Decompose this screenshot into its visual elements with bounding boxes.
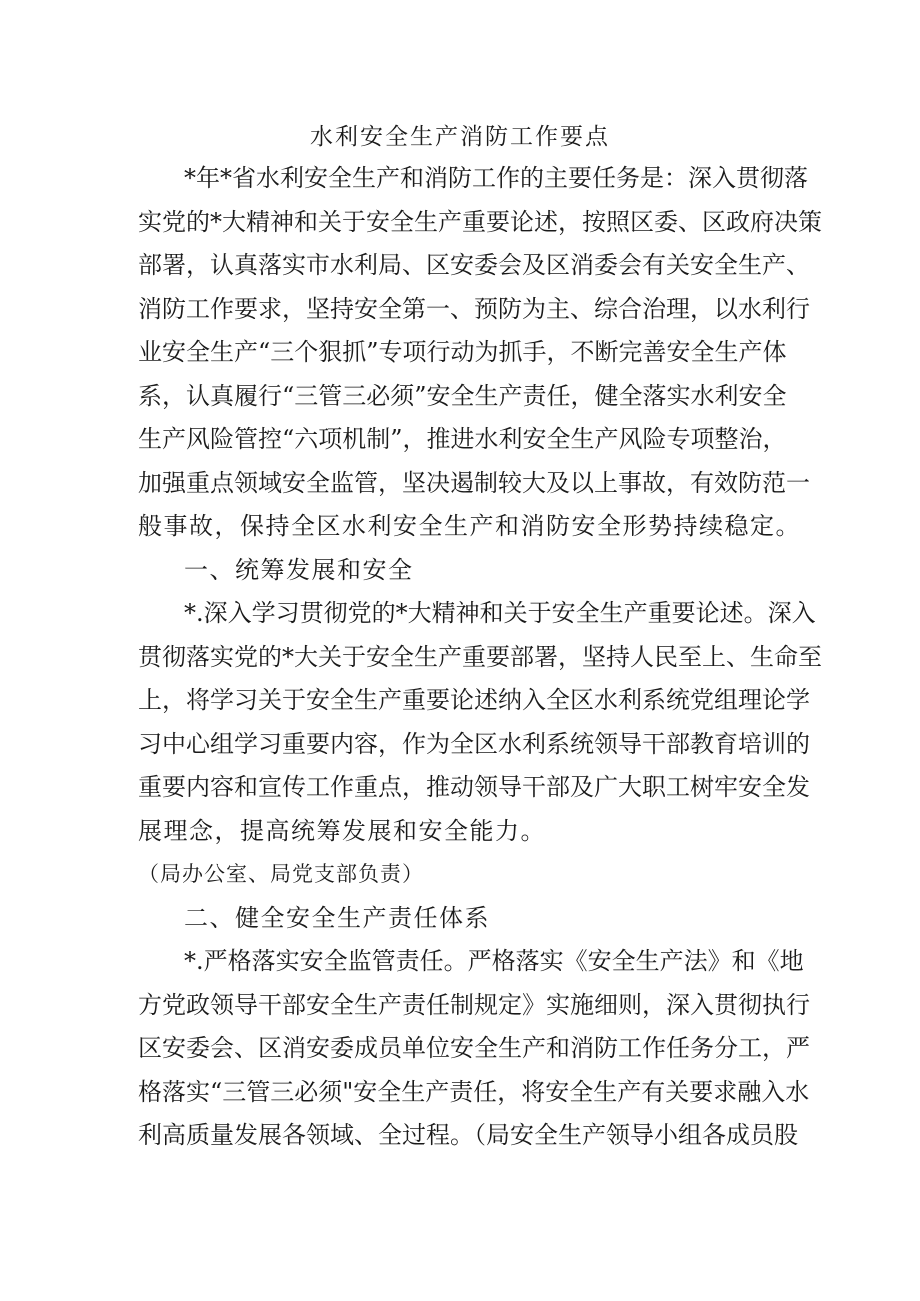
intro-line: 加强重点领域安全监管，坚决遏制较大及以上事故，有效防范一: [138, 469, 810, 497]
section-line: 方党政领导干部安全生产责任制规定》实施细则，深入贯彻执行: [138, 991, 810, 1019]
section-line: 展理念，提高统筹发展和安全能力。: [138, 817, 546, 845]
section-line: 重要内容和宣传工作重点，推动领导干部及广大职工树牢安全发: [138, 773, 810, 801]
responsible-note: （局办公室、局党支部负责）: [138, 862, 424, 886]
section-line: *.深入学习贯彻党的*大精神和关于安全生产重要论述。深入: [184, 599, 816, 627]
section-heading: 二、健全安全生产责任体系: [184, 904, 490, 932]
intro-line: 系，认真履行“三管三必须”安全生产责任，健全落实水利安全: [138, 382, 787, 410]
section-heading: 一、统筹发展和安全: [184, 556, 414, 584]
intro-line: 部署，认真落实市水利局、区安委会及区消委会有关安全生产、: [138, 251, 810, 279]
section-line: 贯彻落实党的*大关于安全生产重要部署，坚持人民至上、生命至: [138, 643, 822, 671]
intro-line: 生产风险管控“六项机制”，推进水利安全生产风险专项整治，: [138, 425, 787, 453]
document-title: 水利安全生产消防工作要点: [310, 124, 610, 150]
section-line: 利高质量发展各领域、全过程。（局安全生产领导小组各成员股: [138, 1121, 798, 1149]
section-line: 上，将学习关于安全生产重要论述纳入全区水利系统党组理论学: [138, 686, 810, 714]
section-line: *.严格落实安全监管责任。严格落实《安全生产法》和《地: [184, 947, 804, 975]
section-line: 习中心组学习重要内容，作为全区水利系统领导干部教育培训的: [138, 730, 810, 758]
section-line: 格落实“三管三必须"安全生产责任，将安全生产有关要求融入水: [138, 1078, 810, 1106]
intro-line: 般事故，保持全区水利安全生产和消防安全形势持续稳定。: [138, 512, 801, 540]
intro-line: 业安全生产“三个狠抓”专项行动为抓手，不断完善安全生产体: [138, 338, 787, 366]
intro-line: 实党的*大精神和关于安全生产重要论述，按照区委、区政府决策: [138, 208, 822, 236]
intro-line: 消防工作要求，坚持安全第一、预防为主、综合治理，以水利行: [138, 295, 810, 323]
intro-line: *年*省水利安全生产和消防工作的主要任务是：深入贯彻落: [184, 164, 808, 192]
section-line: 区安委会、区消安委成员单位安全生产和消防工作任务分工，严: [138, 1034, 810, 1062]
